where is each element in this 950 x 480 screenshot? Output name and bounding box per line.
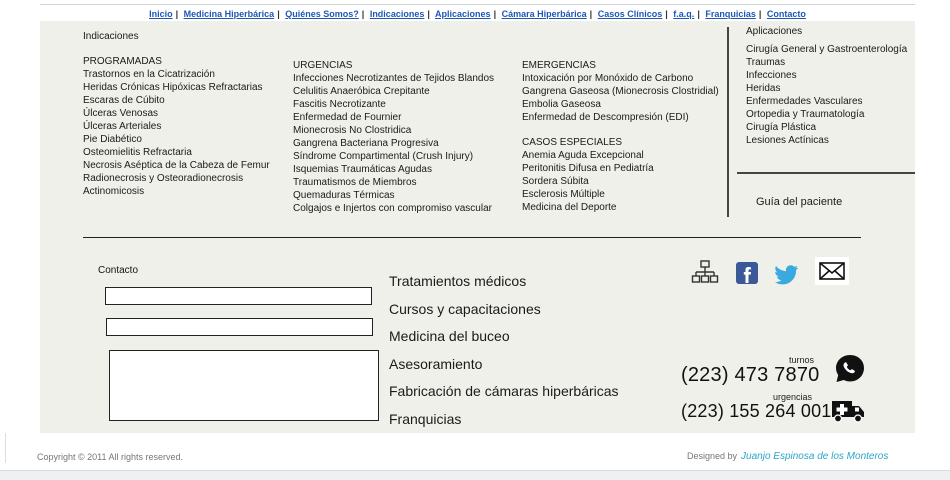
- service-item[interactable]: Cursos y capacitaciones: [389, 300, 541, 317]
- nav-separator: |: [277, 9, 280, 19]
- nav-aplicaciones[interactable]: Aplicaciones: [435, 9, 491, 19]
- bottom-strip: [0, 470, 950, 480]
- list-item[interactable]: Escaras de Cúbito: [83, 95, 165, 106]
- top-divider: [40, 4, 915, 5]
- list-item[interactable]: Lesiones Actínicas: [746, 135, 829, 146]
- author-link[interactable]: Juanjo Espinosa de los Monteros: [741, 451, 889, 462]
- programadas-heading: PROGRAMADAS: [83, 56, 162, 67]
- nav-separator: |: [758, 9, 762, 19]
- nav-inicio[interactable]: Inicio: [149, 9, 173, 19]
- aplicaciones-column: [746, 25, 907, 147]
- emergencias-heading: EMERGENCIAS: [522, 60, 596, 71]
- list-item[interactable]: Sordera Súbita: [522, 176, 589, 187]
- list-item[interactable]: Trastornos en la Cicatrización: [83, 69, 215, 80]
- list-item[interactable]: Cirugía Plástica: [746, 122, 817, 133]
- list-item[interactable]: Esclerosis Múltiple: [522, 189, 605, 200]
- list-item[interactable]: Peritonitis Difusa en Pediatría: [522, 163, 654, 174]
- casos-especiales-heading: CASOS ESPECIALES: [522, 137, 623, 148]
- service-item[interactable]: Tratamientos médicos: [389, 273, 527, 289]
- sitemap-icon[interactable]: [691, 259, 719, 287]
- column-divider: [727, 27, 729, 217]
- list-item[interactable]: Cirugía General y Gastroenterología: [746, 44, 908, 55]
- nav-faq[interactable]: f.a.q.: [673, 9, 695, 19]
- list-item[interactable]: Heridas: [746, 83, 781, 94]
- programadas-column: [83, 30, 270, 198]
- nav-franquicias[interactable]: Franquicias: [705, 9, 756, 19]
- nav-separator: |: [361, 9, 365, 19]
- nav-casos-clinicos[interactable]: Casos Clínicos: [597, 9, 663, 19]
- list-item[interactable]: Gangrena Bacteriana Progresiva: [293, 138, 439, 149]
- contact-email-field[interactable]: [106, 318, 373, 336]
- aplicaciones-title[interactable]: Aplicaciones: [746, 26, 803, 37]
- guia-paciente-link[interactable]: Guía del paciente: [756, 196, 843, 208]
- list-item[interactable]: Mionecrosis No Clostridica: [293, 125, 412, 136]
- list-item[interactable]: Fascitis Necrotizante: [293, 99, 386, 110]
- urgencias-phone[interactable]: (223) 155 264 001: [681, 401, 832, 421]
- designed-by: [687, 451, 888, 462]
- section-divider: [83, 237, 861, 238]
- nav-separator: |: [427, 9, 430, 19]
- list-item[interactable]: Medicina del Deporte: [522, 202, 617, 213]
- list-item[interactable]: Radionecrosis y Osteoradionecrosis: [83, 173, 244, 184]
- list-item[interactable]: Infecciones Necrotizantes de Tejidos Blandos: [293, 73, 495, 84]
- copyright-text: Copyright © 2011 All rights reserved.: [37, 452, 184, 462]
- nav-quienes-somos[interactable]: Quiénes Somos?: [285, 9, 359, 19]
- mail-icon[interactable]: [815, 257, 849, 285]
- turnos-phone[interactable]: (223) 473 7870: [681, 364, 820, 386]
- turnos-label: turnos: [789, 355, 815, 365]
- footer-panel: [40, 21, 915, 433]
- contact-message-field[interactable]: [109, 350, 379, 421]
- list-item[interactable]: Necrosis Aséptica de la Cabeza de Femur: [83, 160, 270, 171]
- urgencias-label: urgencias: [773, 392, 813, 402]
- list-item[interactable]: Infecciones: [746, 70, 797, 81]
- top-navigation: [40, 9, 915, 19]
- twitter-icon[interactable]: [773, 261, 801, 289]
- list-item[interactable]: Gangrena Gaseosa (Mionecrosis Clostridial): [522, 86, 719, 97]
- nav-separator: |: [175, 9, 179, 19]
- contact-name-field[interactable]: [105, 287, 372, 305]
- list-item[interactable]: Osteomielitis Refractaria: [83, 147, 192, 158]
- nav-separator: |: [493, 9, 497, 19]
- list-item[interactable]: Colgajos e Injertos con compromiso vascular: [293, 203, 492, 214]
- list-item[interactable]: Isquemias Traumáticas Agudas: [293, 164, 432, 175]
- indicaciones-title[interactable]: Indicaciones: [83, 31, 139, 42]
- whatsapp-icon[interactable]: [833, 353, 867, 390]
- list-item[interactable]: Embolia Gaseosa: [522, 99, 601, 110]
- list-item[interactable]: Enfermedades Vasculares: [746, 96, 863, 107]
- nav-indicaciones[interactable]: Indicaciones: [369, 9, 425, 19]
- emergencias-column: [522, 59, 719, 214]
- ambulance-icon[interactable]: [830, 396, 866, 429]
- urgencias-column: [293, 59, 494, 215]
- list-item[interactable]: Actinomicosis: [83, 186, 145, 197]
- list-item[interactable]: Úlceras Venosas: [83, 108, 159, 119]
- services-list: [389, 271, 619, 436]
- service-item[interactable]: Franquicias: [389, 410, 462, 427]
- list-item[interactable]: Celulitis Anaeróbica Crepitante: [293, 86, 430, 97]
- service-item[interactable]: Medicina del buceo: [389, 328, 510, 344]
- list-item[interactable]: Ortopedia y Traumatología: [746, 109, 865, 120]
- nav-separator: |: [665, 9, 668, 19]
- list-item[interactable]: Traumatismos de Miembros: [293, 177, 417, 188]
- list-item[interactable]: Síndrome Compartimental (Crush Injury): [293, 151, 474, 162]
- urgencias-heading: URGENCIAS: [293, 60, 353, 71]
- nav-separator: |: [589, 9, 593, 19]
- list-item[interactable]: Enfermedad de Descompresión (EDI): [522, 112, 689, 123]
- list-item[interactable]: Intoxicación por Monóxido de Carbono: [522, 73, 694, 84]
- list-item[interactable]: Enfermedad de Fournier: [293, 112, 402, 123]
- nav-camara-hiperbarica[interactable]: Cámara Hiperbárica: [501, 9, 587, 19]
- nav-separator: |: [697, 9, 700, 19]
- designed-by-label: Designed by: [687, 451, 738, 461]
- nav-medicina-hiperbarica[interactable]: Medicina Hiperbárica: [183, 9, 275, 19]
- nav-contacto[interactable]: Contacto: [766, 9, 806, 19]
- contacto-label: Contacto: [98, 265, 139, 276]
- service-item[interactable]: Fabricación de cámaras hiperbáricas: [389, 383, 619, 399]
- list-item[interactable]: Pie Diabético: [83, 134, 142, 145]
- list-item[interactable]: Traumas: [746, 57, 786, 68]
- service-item[interactable]: Asesoramiento: [389, 355, 483, 372]
- list-item[interactable]: Quemaduras Térmicas: [293, 190, 395, 201]
- list-item[interactable]: Heridas Crónicas Hipóxicas Refractarias: [83, 82, 263, 93]
- facebook-icon[interactable]: [733, 259, 761, 287]
- list-item[interactable]: Anemia Aguda Excepcional: [522, 150, 644, 161]
- list-item[interactable]: Úlceras Arteriales: [83, 121, 162, 132]
- aplicaciones-divider: [737, 172, 915, 174]
